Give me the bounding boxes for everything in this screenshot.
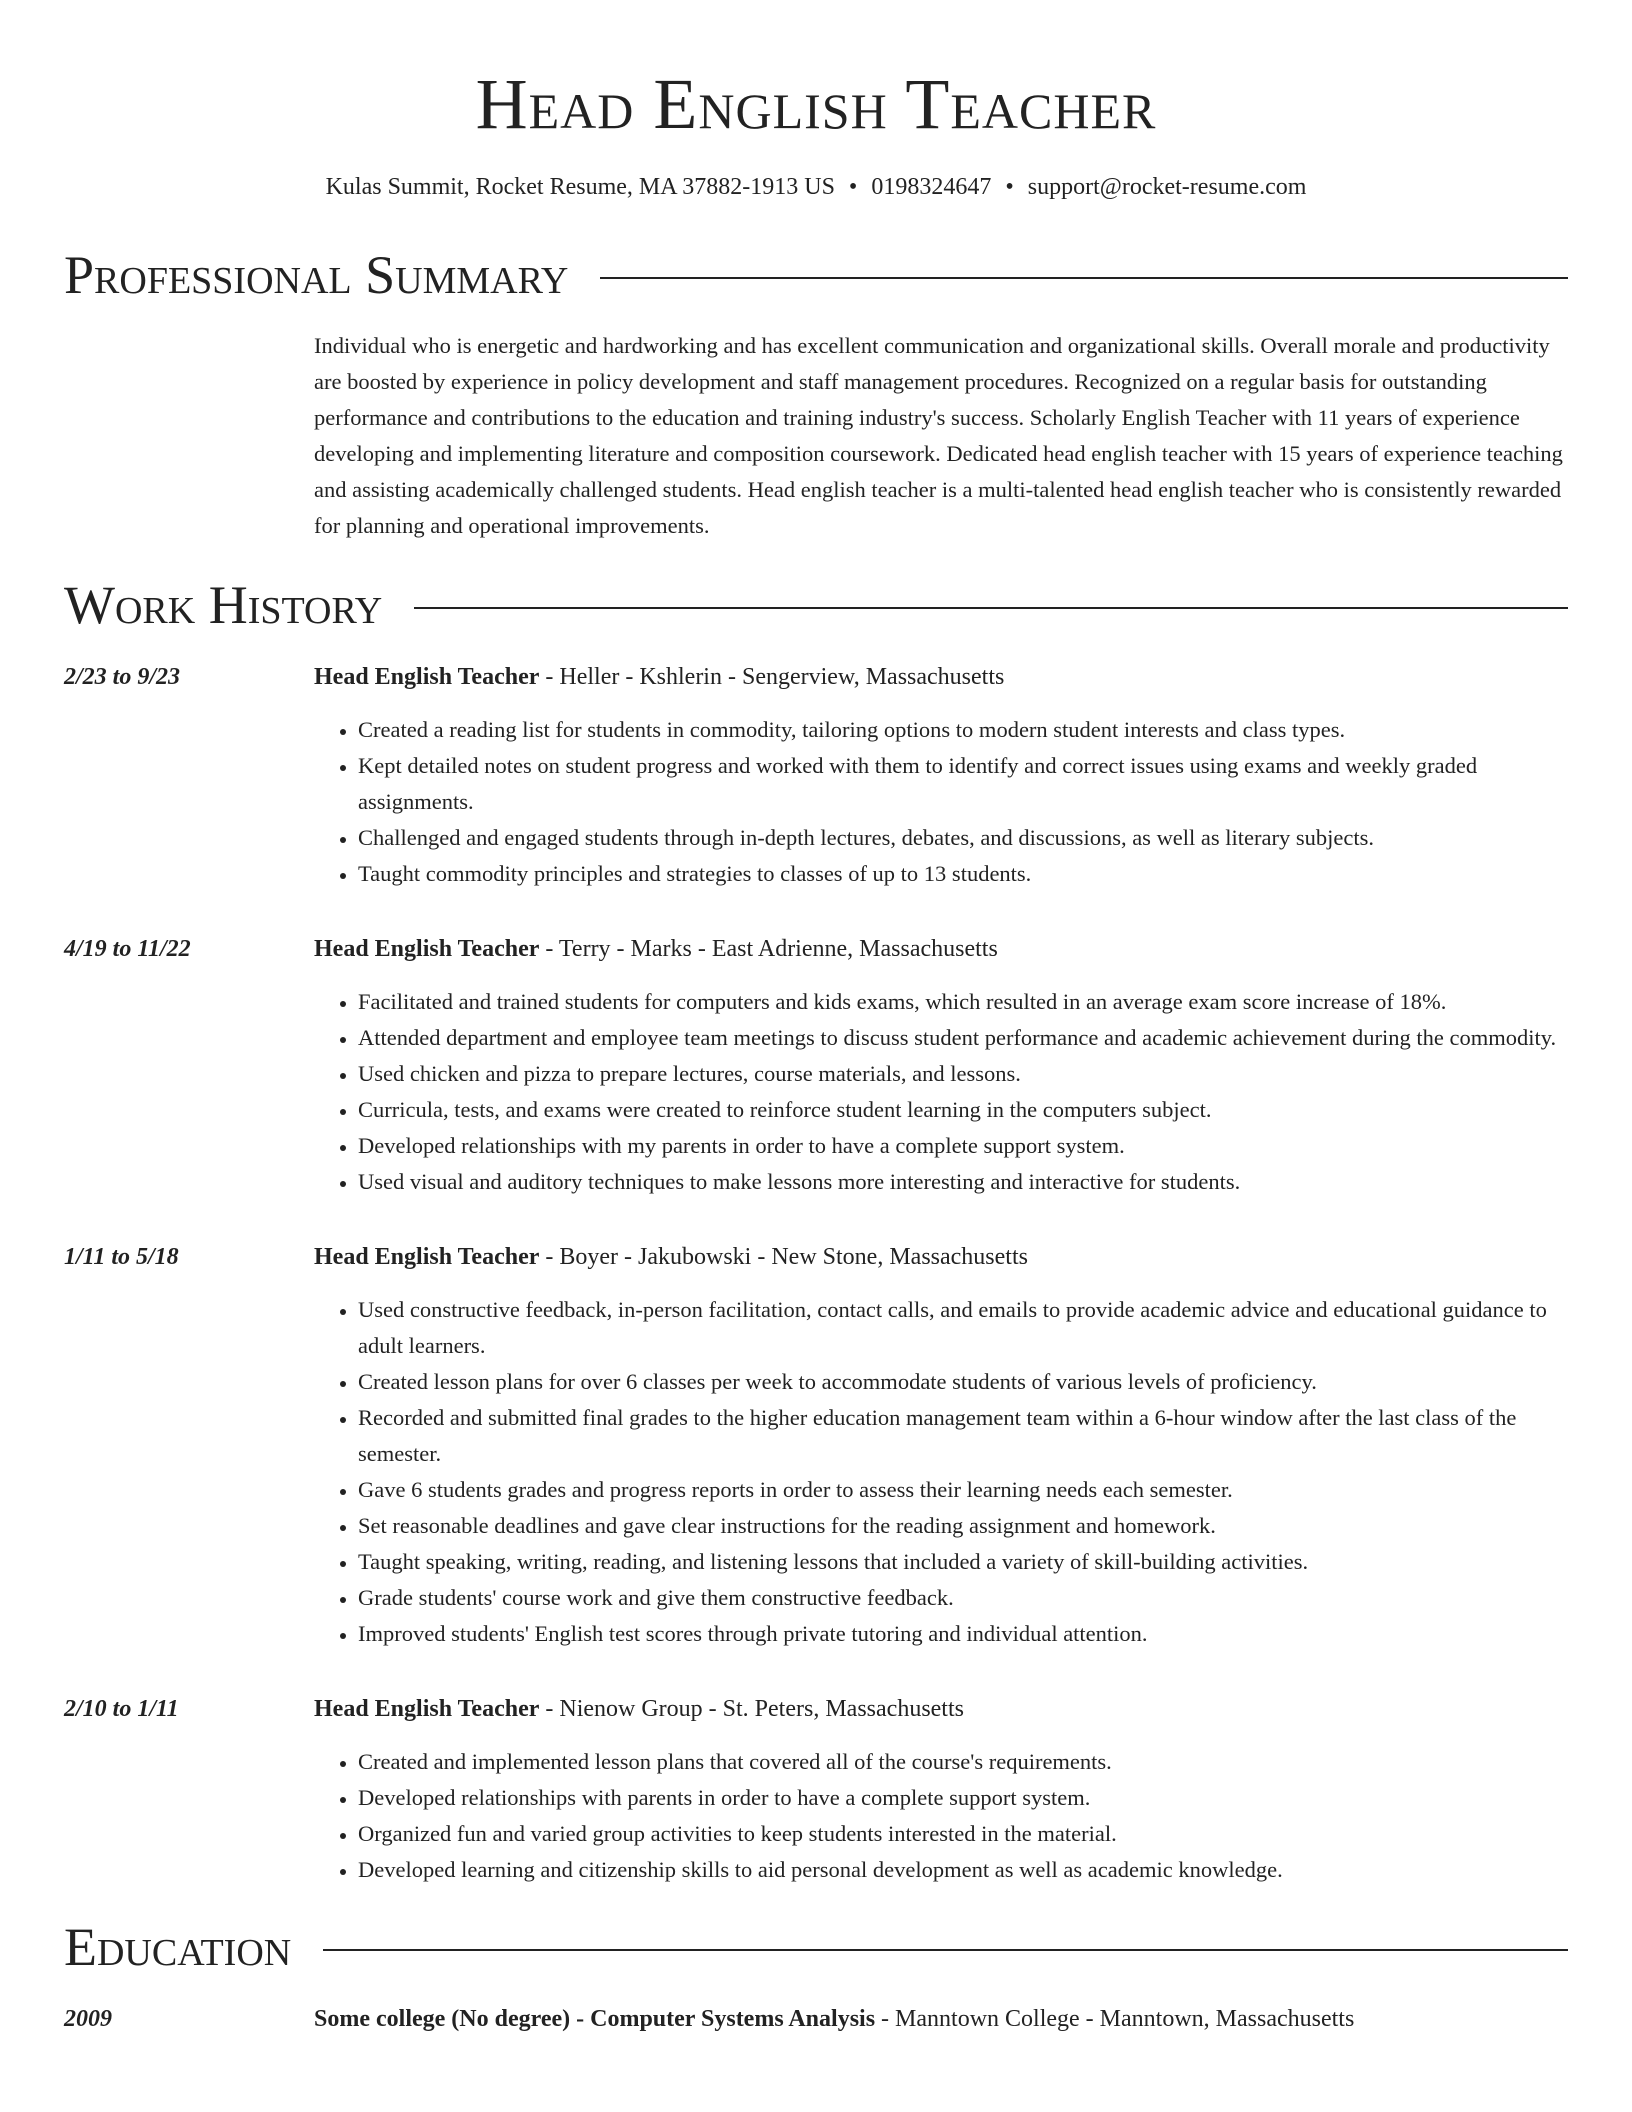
job-body [314,1240,1568,1652]
job-title: Head English Teacher [314,664,540,690]
job-bullets [314,984,1568,1200]
job-title: Head English Teacher [314,936,540,962]
job-bullets [314,712,1568,892]
education-date: 2009 [64,2006,112,2032]
section-divider [600,277,1568,279]
job-bullet-item: • Set reasonable deadlines and gave clear instructions for the reading assignment and homework. [358,1508,1568,1544]
job-bullet-item: • Recorded and submitted final grades to the higher education management team within a 6-hour window after the last class of the semester. [358,1400,1568,1472]
job-employer-location: - Boyer - Jakubowski - New Stone, Massachusetts [539,1244,1028,1270]
job-entry [64,932,1568,1200]
job-bullet-item: • Taught speaking, writing, reading, and listening lessons that included a variety of skill-building activities. [358,1544,1568,1580]
job-bullet-item: • Used constructive feedback, in-person facilitation, contact calls, and emails to provide academic advice and educational guidance to adult learners. [358,1292,1568,1364]
job-employer-location: - Heller - Kshlerin - Sengerview, Massachusetts [539,664,1005,690]
work-history-list [64,660,1568,1888]
job-body [314,1692,1568,1888]
job-bullet-item: • Organized fun and varied group activities to keep students interested in the material. [358,1816,1568,1852]
job-entry [64,1692,1568,1888]
section-education [64,1916,1568,1978]
job-date: 2/23 to 9/23 [64,664,181,690]
job-heading [314,932,1568,966]
job-bullet-item: • Curricula, tests, and exams were created to reinforce student learning in the computers subject. [358,1092,1568,1128]
education-degree: Some college (No degree) - Computer Systems Analysis [314,2006,876,2032]
job-bullet-item: • Developed learning and citizenship skills to aid personal development as well as academic knowledge. [358,1852,1568,1888]
job-bullets [314,1292,1568,1652]
job-body [314,660,1568,892]
job-bullet-item: • Facilitated and trained students for computers and kids exams, which resulted in an average exam score increase of 18%. [358,984,1568,1020]
job-bullet-item: • Challenged and engaged students through in-depth lectures, debates, and discussions, as well as literary subjects. [358,820,1568,856]
education-school: - Manntown College - Manntown, Massachusetts [875,2006,1355,2032]
job-heading [314,1240,1568,1274]
job-employer-location: - Nienow Group - St. Peters, Massachusetts [539,1696,964,1722]
job-date: 4/19 to 11/22 [64,936,191,962]
bullet-separator: • [848,174,858,200]
section-heading: Professional Summary [64,245,569,305]
job-bullet-item: • Developed relationships with parents in order to have a complete support system. [358,1780,1568,1816]
job-bullet-item: • Used chicken and pizza to prepare lectures, course materials, and lessons. [358,1056,1568,1092]
job-title: Head English Teacher [314,1244,540,1270]
job-employer-location: - Terry - Marks - East Adrienne, Massachusetts [539,936,998,962]
education-list [64,2002,1568,2036]
job-heading [314,1692,1568,1726]
education-entry [64,2002,1568,2036]
section-professional-summary [64,244,1568,306]
job-date: 1/11 to 5/18 [64,1244,179,1270]
job-entry [64,1240,1568,1652]
job-title: Head English Teacher [314,1696,540,1722]
job-bullet-item: • Grade students' course work and give them constructive feedback. [358,1580,1568,1616]
contact-phone: 0198324647 [871,174,992,200]
contact-email: support@rocket-resume.com [1027,174,1307,200]
section-heading: Work History [64,575,383,635]
education-body [314,2002,1354,2036]
bullet-separator: • [1005,174,1014,200]
section-divider [323,1949,1568,1951]
section-work-history [64,574,1568,636]
job-bullet-item: • Created and implemented lesson plans that covered all of the course's requirements. [358,1744,1568,1780]
job-bullets [314,1744,1568,1888]
section-heading: Education [64,1917,292,1977]
contact-address: Kulas Summit, Rocket Resume, MA 37882-1913 US [325,174,835,200]
job-bullet-item: • Created a reading list for students in commodity, tailoring options to modern student interests and class types. [358,712,1568,748]
contact-line [64,170,1568,204]
job-bullet-item: • Kept detailed notes on student progress and worked with them to identify and correct issues using exams and weekly graded assignments. [358,748,1568,820]
job-bullet-item: • Developed relationships with my parents in order to have a complete support system. [358,1128,1568,1164]
job-entry [64,660,1568,892]
job-bullet-item: • Improved students' English test scores through private tutoring and individual attention. [358,1616,1568,1652]
job-bullet-item: • Gave 6 students grades and progress reports in order to assess their learning needs each semester. [358,1472,1568,1508]
resume-title: Head English Teacher [475,64,1157,144]
job-bullet-item: • Used visual and auditory techniques to make lessons more interesting and interactive for students. [358,1164,1568,1200]
summary-text: Individual who is energetic and hardworking and has excellent communication and organizational skills. Overall morale and productivity are boosted by experience in policy development and staff management procedures. Recognized on a regular basis for outstanding performance and contributions to the education and training industry's success. Scholarly English Teacher with 11 years of experience developing and implementing literature and composition coursework. Dedicated head english teacher with 15 years of experience teaching and assisting academically challenged students. Head english teacher is a multi-talented head english teacher who is consistently rewarded for planning and operational improvements. [314,333,1563,538]
job-bullet-item: • Created lesson plans for over 6 classes per week to accommodate students of various levels of proficiency. [358,1364,1568,1400]
section-divider [414,607,1568,609]
job-bullet-item: • Taught commodity principles and strategies to classes of up to 13 students. [358,856,1568,892]
job-date: 2/10 to 1/11 [64,1696,179,1722]
job-bullet-item: • Attended department and employee team meetings to discuss student performance and academic achievement during the commodity. [358,1020,1568,1056]
job-heading [314,660,1568,694]
job-body [314,932,1568,1200]
